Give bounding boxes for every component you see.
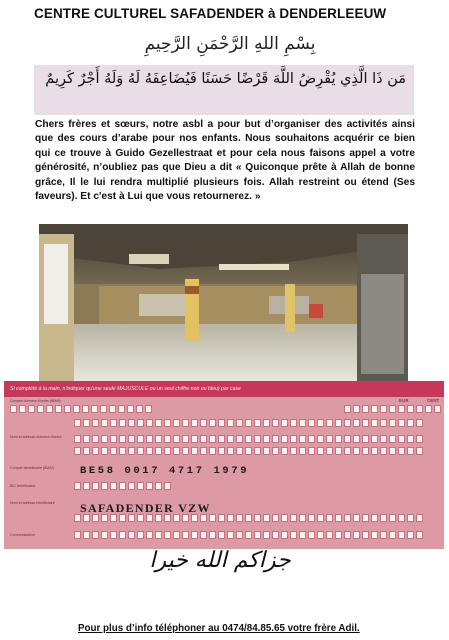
appeal-paragraph: Chers frères et sœurs, notre asbl a pour but d’organiser des activités ainsi que des cours d’arabe pour nos enfants. Nous souhaitons acquérir ce bien qui ce trouve à Guido Gezellestraat et pour cela nous faisons appel a votre générosité, n’oubliez pas que Dieu a dit « Quiconque prête à Allah de bonne grâce, Il le lui rendra multiplié plusieurs fois. Allah restreint ou étend (Ses faveurs). Et c'est à Lui que vous retournerez. » (35, 119, 415, 203)
input-box[interactable] (290, 447, 297, 455)
input-box[interactable] (416, 435, 423, 443)
input-box[interactable] (227, 531, 234, 539)
input-box[interactable] (209, 447, 216, 455)
input-box[interactable] (290, 514, 297, 522)
input-box[interactable] (92, 435, 99, 443)
hall-photo (39, 224, 408, 381)
input-box[interactable] (119, 447, 126, 455)
input-box[interactable] (227, 514, 234, 522)
input-box[interactable] (191, 419, 198, 427)
input-box[interactable] (353, 531, 360, 539)
input-box[interactable] (272, 419, 279, 427)
input-box[interactable] (92, 531, 99, 539)
input-box[interactable] (137, 419, 144, 427)
input-box[interactable] (101, 531, 108, 539)
input-box[interactable] (398, 405, 405, 413)
quran-verse-banner: مَن ذَا الَّذِي يُقْرِضُ اللَّهَ قَرْضًا حَسَنًا فَيُضَاعِفَهُ لَهُ وَلَهُ أَجْرٌ كَرِيمٌ (34, 65, 414, 115)
input-box[interactable] (173, 419, 180, 427)
input-box[interactable] (236, 447, 243, 455)
input-box[interactable] (200, 419, 207, 427)
input-box[interactable] (353, 419, 360, 427)
input-box[interactable] (317, 514, 324, 522)
input-box[interactable] (326, 514, 333, 522)
input-box[interactable] (155, 435, 162, 443)
input-box[interactable] (389, 514, 396, 522)
input-box[interactable] (83, 531, 90, 539)
input-box[interactable] (434, 405, 441, 413)
input-box[interactable] (182, 531, 189, 539)
input-box[interactable] (299, 531, 306, 539)
input-box[interactable] (362, 447, 369, 455)
input-box[interactable] (101, 447, 108, 455)
input-box[interactable] (19, 405, 26, 413)
input-box[interactable] (272, 447, 279, 455)
input-box[interactable] (110, 482, 117, 490)
input-box[interactable] (308, 435, 315, 443)
input-box[interactable] (335, 435, 342, 443)
input-box[interactable] (299, 447, 306, 455)
input-box[interactable] (137, 447, 144, 455)
input-box[interactable] (227, 419, 234, 427)
input-box[interactable] (146, 419, 153, 427)
input-box[interactable] (407, 419, 414, 427)
input-box[interactable] (46, 405, 53, 413)
input-box[interactable] (254, 447, 261, 455)
input-box[interactable] (371, 531, 378, 539)
input-box[interactable] (110, 419, 117, 427)
input-box[interactable] (83, 419, 90, 427)
input-box[interactable] (227, 447, 234, 455)
input-box[interactable] (10, 405, 17, 413)
input-box[interactable] (119, 531, 126, 539)
label-account-to: Compte bénéficiaire (IBAN) (10, 466, 54, 470)
input-box[interactable] (281, 514, 288, 522)
input-box[interactable] (353, 514, 360, 522)
input-box[interactable] (371, 405, 378, 413)
input-box[interactable] (263, 514, 270, 522)
input-box[interactable] (128, 447, 135, 455)
input-box[interactable] (398, 435, 405, 443)
input-box[interactable] (74, 447, 81, 455)
input-box[interactable] (272, 514, 279, 522)
input-box[interactable] (389, 531, 396, 539)
input-box[interactable] (218, 435, 225, 443)
input-box[interactable] (245, 514, 252, 522)
input-box[interactable] (119, 482, 126, 490)
input-box[interactable] (380, 531, 387, 539)
input-box[interactable] (218, 514, 225, 522)
input-box[interactable] (236, 435, 243, 443)
input-box[interactable] (110, 435, 117, 443)
hall-photo-image (39, 224, 408, 381)
input-box[interactable] (119, 435, 126, 443)
input-box[interactable] (308, 531, 315, 539)
input-box[interactable] (227, 435, 234, 443)
input-box[interactable] (362, 435, 369, 443)
input-box[interactable] (299, 419, 306, 427)
boxes-amount[interactable] (10, 405, 152, 413)
input-box[interactable] (416, 419, 423, 427)
input-box[interactable] (263, 531, 270, 539)
input-box[interactable] (110, 531, 117, 539)
input-box[interactable] (308, 419, 315, 427)
label-communication: Communication (10, 533, 35, 537)
input-box[interactable] (155, 447, 162, 455)
input-box[interactable] (173, 531, 180, 539)
input-box[interactable] (136, 405, 143, 413)
input-box[interactable] (155, 482, 162, 490)
label-bic: BIC bénéficiaire (10, 484, 36, 488)
input-box[interactable] (109, 405, 116, 413)
input-box[interactable] (254, 531, 261, 539)
input-box[interactable] (326, 447, 333, 455)
label-name-to: Nom et adresse bénéficiaire (10, 501, 55, 505)
input-box[interactable] (92, 447, 99, 455)
input-box[interactable] (308, 447, 315, 455)
input-box[interactable] (127, 405, 134, 413)
input-box[interactable] (353, 447, 360, 455)
input-box[interactable] (155, 419, 162, 427)
input-box[interactable] (118, 405, 125, 413)
input-box[interactable] (74, 531, 81, 539)
input-box[interactable] (245, 447, 252, 455)
input-box[interactable] (100, 405, 107, 413)
input-box[interactable] (335, 447, 342, 455)
boxes-euro[interactable] (344, 405, 441, 413)
boxes-communication[interactable] (74, 531, 423, 539)
input-box[interactable] (380, 405, 387, 413)
input-box[interactable] (263, 419, 270, 427)
input-box[interactable] (317, 447, 324, 455)
input-box[interactable] (119, 419, 126, 427)
input-box[interactable] (299, 435, 306, 443)
input-box[interactable] (182, 419, 189, 427)
input-box[interactable] (209, 531, 216, 539)
beneficiary-name: SAFADENDER VZW (80, 501, 211, 515)
input-box[interactable] (236, 514, 243, 522)
input-box[interactable] (83, 447, 90, 455)
input-box[interactable] (200, 435, 207, 443)
boxes-name-from-1[interactable] (74, 435, 423, 443)
input-box[interactable] (272, 435, 279, 443)
input-box[interactable] (281, 447, 288, 455)
input-box[interactable] (398, 419, 405, 427)
input-box[interactable] (128, 435, 135, 443)
closing-calligraphy: جزاكم الله خيرا (149, 548, 291, 573)
currency-label: EUR (399, 398, 409, 403)
input-box[interactable] (344, 419, 351, 427)
input-box[interactable] (145, 405, 152, 413)
input-box[interactable] (73, 405, 80, 413)
input-box[interactable] (326, 531, 333, 539)
input-box[interactable] (290, 435, 297, 443)
input-box[interactable] (91, 405, 98, 413)
input-box[interactable] (344, 405, 351, 413)
label-account-from: Compte donneur d'ordre (IBAN) (10, 399, 61, 403)
input-box[interactable] (407, 531, 414, 539)
contact-footer: Pour plus d’info téléphoner au 0474/84.85.65 votre frère Adil. (78, 623, 360, 634)
input-box[interactable] (209, 419, 216, 427)
input-box[interactable] (82, 405, 89, 413)
input-box[interactable] (326, 419, 333, 427)
input-box[interactable] (137, 531, 144, 539)
input-box[interactable] (155, 531, 162, 539)
input-box[interactable] (380, 435, 387, 443)
input-box[interactable] (416, 514, 423, 522)
input-box[interactable] (92, 419, 99, 427)
input-box[interactable] (236, 419, 243, 427)
input-box[interactable] (380, 447, 387, 455)
input-box[interactable] (92, 482, 99, 490)
input-box[interactable] (28, 405, 35, 413)
input-box[interactable] (362, 405, 369, 413)
input-box[interactable] (164, 482, 171, 490)
input-box[interactable] (191, 531, 198, 539)
input-box[interactable] (353, 405, 360, 413)
input-box[interactable] (263, 435, 270, 443)
basmala-calligraphy: بِسْمِ اللهِ الرَّحْمَنِ الرَّحِيمِ (144, 34, 316, 54)
input-box[interactable] (362, 419, 369, 427)
input-box[interactable] (362, 514, 369, 522)
input-box[interactable] (182, 435, 189, 443)
input-box[interactable] (218, 531, 225, 539)
input-box[interactable] (200, 531, 207, 539)
input-box[interactable] (245, 419, 252, 427)
input-box[interactable] (37, 405, 44, 413)
input-box[interactable] (416, 447, 423, 455)
input-box[interactable] (308, 514, 315, 522)
input-box[interactable] (407, 447, 414, 455)
input-box[interactable] (128, 482, 135, 490)
input-box[interactable] (407, 405, 414, 413)
boxes-account-from[interactable] (74, 419, 423, 427)
input-box[interactable] (344, 531, 351, 539)
input-box[interactable] (128, 531, 135, 539)
input-box[interactable] (398, 514, 405, 522)
beneficiary-iban: BE58 0017 4717 1979 (80, 465, 250, 477)
cent-label: CENT (427, 398, 440, 403)
input-box[interactable] (218, 419, 225, 427)
input-box[interactable] (137, 435, 144, 443)
input-box[interactable] (137, 482, 144, 490)
input-box[interactable] (263, 447, 270, 455)
input-box[interactable] (218, 447, 225, 455)
input-box[interactable] (281, 531, 288, 539)
input-box[interactable] (200, 447, 207, 455)
input-box[interactable] (236, 531, 243, 539)
input-box[interactable] (272, 531, 279, 539)
input-box[interactable] (416, 531, 423, 539)
input-box[interactable] (380, 514, 387, 522)
input-box[interactable] (371, 514, 378, 522)
boxes-bic[interactable] (74, 482, 171, 490)
input-box[interactable] (407, 435, 414, 443)
input-box[interactable] (344, 435, 351, 443)
input-box[interactable] (164, 447, 171, 455)
input-box[interactable] (146, 435, 153, 443)
input-box[interactable] (389, 419, 396, 427)
input-box[interactable] (101, 435, 108, 443)
input-box[interactable] (101, 419, 108, 427)
input-box[interactable] (164, 419, 171, 427)
input-box[interactable] (380, 419, 387, 427)
input-box[interactable] (317, 531, 324, 539)
input-box[interactable] (191, 447, 198, 455)
input-box[interactable] (254, 419, 261, 427)
input-box[interactable] (146, 482, 153, 490)
input-box[interactable] (191, 435, 198, 443)
input-box[interactable] (398, 531, 405, 539)
input-box[interactable] (344, 447, 351, 455)
input-box[interactable] (389, 447, 396, 455)
input-box[interactable] (254, 435, 261, 443)
input-box[interactable] (425, 405, 432, 413)
input-box[interactable] (64, 405, 71, 413)
input-box[interactable] (407, 514, 414, 522)
input-box[interactable] (110, 447, 117, 455)
input-box[interactable] (281, 435, 288, 443)
input-box[interactable] (245, 531, 252, 539)
input-box[interactable] (299, 514, 306, 522)
label-name-from: Nom et adresse donneur d'ordre (10, 435, 62, 439)
input-box[interactable] (371, 419, 378, 427)
input-box[interactable] (74, 419, 81, 427)
slip-instructions: Si complété à la main, n'indiquer qu'une seule MAJUSCULE ou un seul chiffre noir ou bleu) par case (4, 381, 444, 397)
input-box[interactable] (209, 435, 216, 443)
input-box[interactable] (254, 514, 261, 522)
input-box[interactable] (290, 531, 297, 539)
input-box[interactable] (353, 435, 360, 443)
input-box[interactable] (335, 514, 342, 522)
input-box[interactable] (101, 482, 108, 490)
input-box[interactable] (146, 531, 153, 539)
input-box[interactable] (164, 531, 171, 539)
input-box[interactable] (173, 447, 180, 455)
input-box[interactable] (371, 447, 378, 455)
input-box[interactable] (83, 482, 90, 490)
input-box[interactable] (128, 419, 135, 427)
input-box[interactable] (55, 405, 62, 413)
input-box[interactable] (416, 405, 423, 413)
input-box[interactable] (326, 435, 333, 443)
input-box[interactable] (290, 419, 297, 427)
input-box[interactable] (164, 435, 171, 443)
input-box[interactable] (398, 447, 405, 455)
input-box[interactable] (74, 435, 81, 443)
input-box[interactable] (362, 531, 369, 539)
input-box[interactable] (146, 447, 153, 455)
input-box[interactable] (317, 435, 324, 443)
input-box[interactable] (389, 435, 396, 443)
input-box[interactable] (74, 482, 81, 490)
input-box[interactable] (389, 405, 396, 413)
input-box[interactable] (83, 435, 90, 443)
input-box[interactable] (335, 531, 342, 539)
input-box[interactable] (173, 435, 180, 443)
page-title: CENTRE CULTUREL SAFADENDER à DENDERLEEUW (34, 6, 387, 21)
input-box[interactable] (371, 435, 378, 443)
input-box[interactable] (344, 514, 351, 522)
input-box[interactable] (281, 419, 288, 427)
input-box[interactable] (182, 447, 189, 455)
boxes-name-from-2[interactable] (74, 447, 423, 455)
input-box[interactable] (245, 435, 252, 443)
input-box[interactable] (317, 419, 324, 427)
input-box[interactable] (335, 419, 342, 427)
